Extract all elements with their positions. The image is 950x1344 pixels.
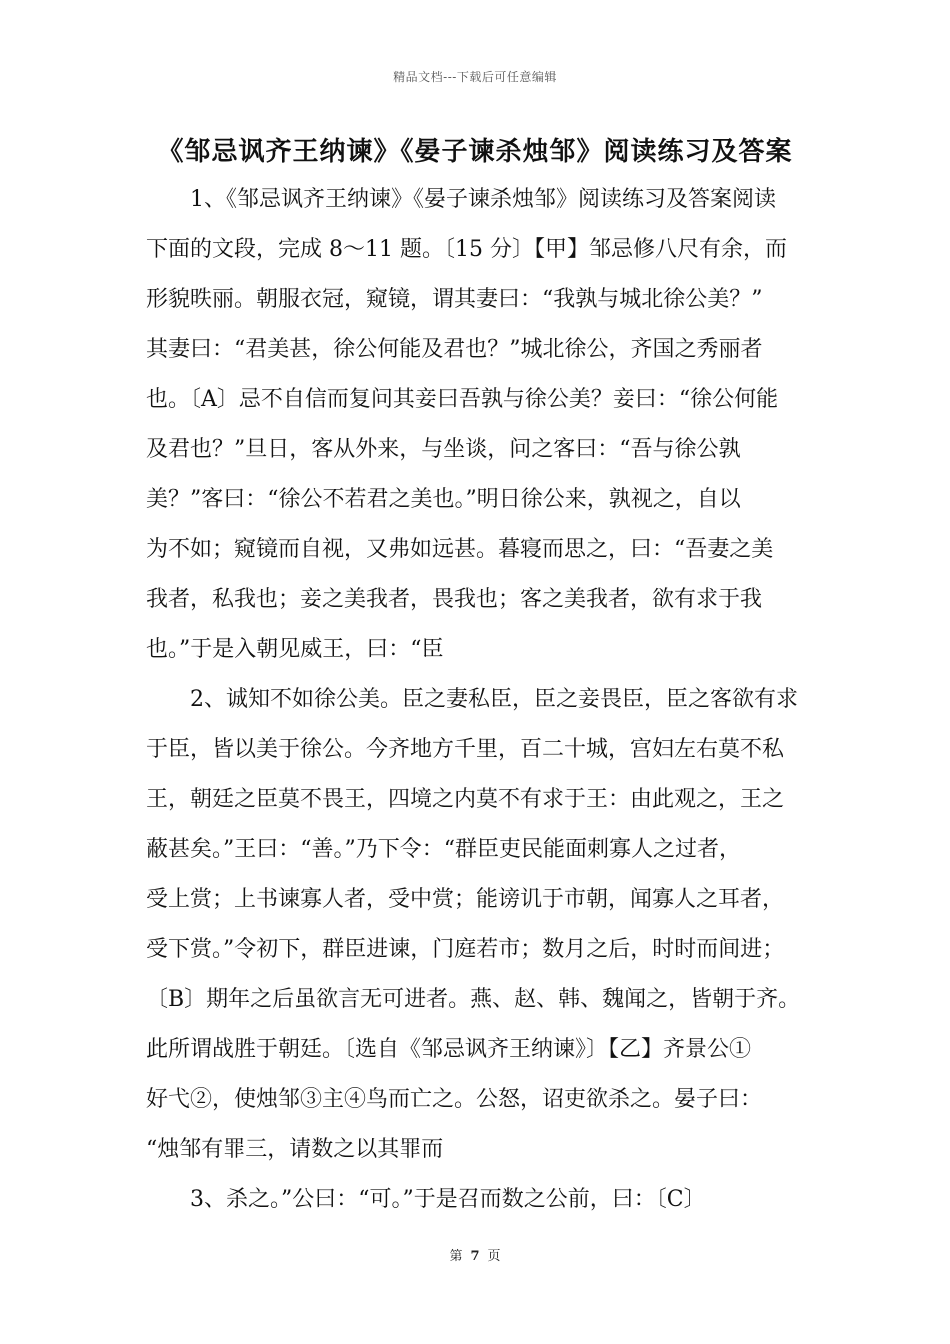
text-line: 我者，私我也；妾之美我者，畏我也；客之美我者，欲有求于我	[146, 587, 763, 612]
text-line: 〔B〕期年之后虽欲言无可进者。燕、赵、韩、魏闻之，皆朝于齐。	[146, 987, 801, 1012]
text-line: 也。〔A〕忌不自信而复问其妾曰吾孰与徐公美？妾曰：“徐公何能	[146, 387, 779, 412]
text-line: 于臣，皆以美于徐公。今齐地方千里，百二十城，宫妇左右莫不私	[146, 737, 785, 762]
text-line: 受下赏。”令初下，群臣进谏，门庭若市；数月之后，时时而间进；	[146, 937, 785, 962]
page-label-suffix: 页	[487, 1249, 501, 1264]
text-line: 美？”客曰：“徐公不若君之美也。”明日徐公来，孰视之，自以	[146, 487, 741, 512]
text-line: “烛邹有罪三，请数之以其罪而	[146, 1137, 444, 1162]
text-line: 下面的文段，完成 8～11 题。〔15 分〕【甲】邹忌修八尺有余，而	[146, 237, 787, 262]
text-line: 好弋②，使烛邹③主④鸟而亡之。公怒，诏吏欲杀之。晏子曰：	[146, 1087, 763, 1112]
text-line: 2、诚知不如徐公美。臣之妻私臣，臣之妾畏臣，臣之客欲有求	[190, 687, 798, 712]
text-line: 受上赏；上书谏寡人者，受中赏；能谤讥于市朝，闻寡人之耳者，	[146, 887, 785, 912]
text-line: 3、杀之。”公曰：“可。”于是召而数之公前，曰：〔C〕	[190, 1187, 706, 1212]
page-number: 7	[470, 1249, 480, 1264]
text-line: 也。”于是入朝见威王，曰：“臣	[146, 637, 444, 662]
text-line: 及君也？”旦日，客从外来，与坐谈，问之客曰：“吾与徐公孰	[146, 437, 741, 462]
page-footer	[0, 1245, 950, 1264]
text-line: 王，朝廷之臣莫不畏王，四境之内莫不有求于王：由此观之，王之	[146, 787, 785, 812]
text-line: 蔽甚矣。”王曰：“善。”乃下令：“群臣吏民能面刺寡人之过者，	[146, 837, 741, 862]
text-line: 1、《邹忌讽齐王纳谏》《晏子谏杀烛邹》阅读练习及答案阅读	[190, 187, 776, 212]
text-line: 此所谓战胜于朝廷。〔选自《邹忌讽齐王纳谏》〕【乙】齐景公①	[146, 1037, 752, 1062]
text-line: 其妻曰：“君美甚，徐公何能及君也？”城北徐公，齐国之秀丽者	[146, 337, 763, 362]
document-title: 《邹忌讽齐王纳谏》《晏子谏杀烛邹》阅读练习及答案	[157, 137, 793, 167]
page-header: 精品文档---下载后可任意编辑	[393, 70, 557, 84]
page-label-prefix: 第	[449, 1249, 463, 1264]
text-line: 形貌昳丽。朝服衣冠，窥镜，谓其妻曰：“我孰与城北徐公美？”	[146, 287, 763, 312]
text-line: 为不如；窥镜而自视，又弗如远甚。暮寝而思之，曰：“吾妻之美	[146, 537, 774, 562]
